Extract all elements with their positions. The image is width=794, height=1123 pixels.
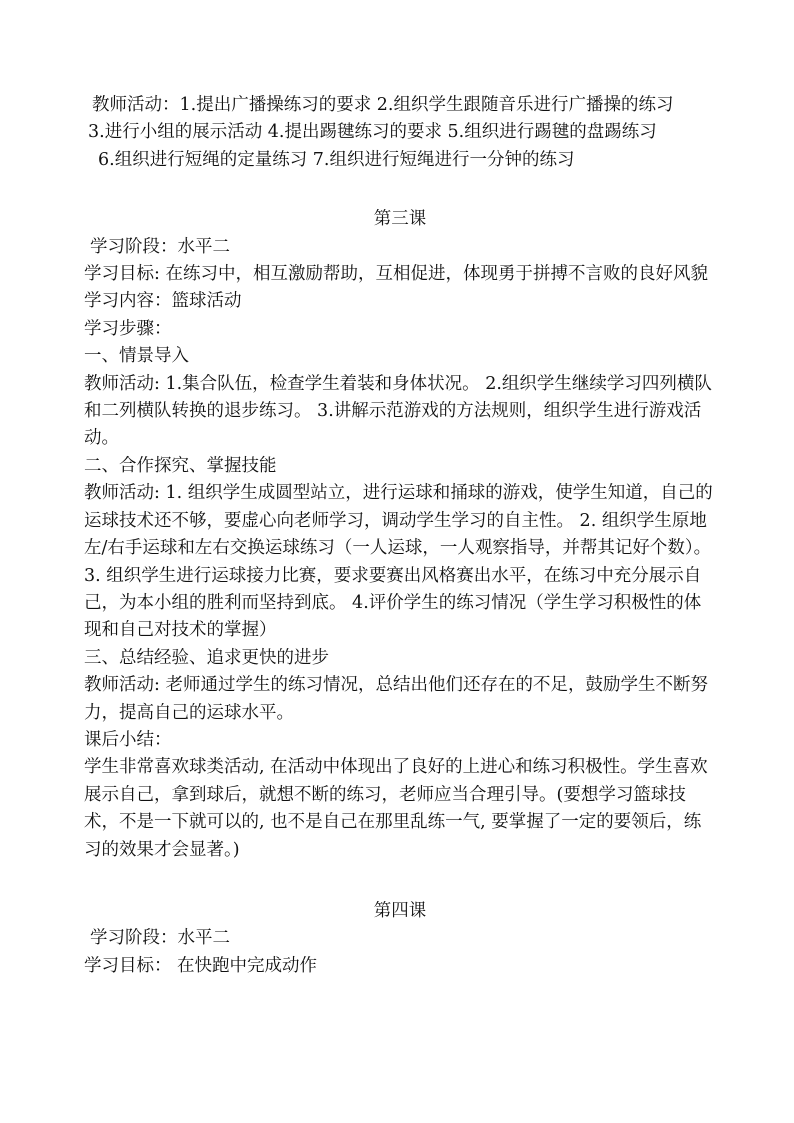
intro-line-3: 6.组织进行短绳的定量练习 7.组织进行短绳进行一分钟的练习 xyxy=(98,149,575,170)
lesson3-section2-text: 教师活动: 1. 组织学生成圆型站立，进行运球和捅球的游戏，使学生知道，自己的运球技术还不够，要虚心向老师学习，调动学生学习的自主性。 2. 组织学生原地左/右手运球和左右交换运球练习（一人运球，一人观察指导，并帮其记好个数）。3. 组织学生进行运球接力比赛，要求要赛出风格赛出水平，在练习中充分展示自己，为本小组的胜利而坚持到底。 4.评价学生的练习情况（学生学习积极性的体现和自己对技术的掌握） xyxy=(84,483,713,641)
intro-line-2: 3.进行小组的展示活动 4.提出踢毽练习的要求 5.组织进行踢毽的盘踢练习 xyxy=(88,122,657,143)
lesson3-section3-text: 教师活动: 老师通过学生的练习情况，总结出他们还存在的不足，鼓励学生不断努力，提高自己的运球水平。 xyxy=(84,675,708,723)
spacer xyxy=(84,864,716,898)
lesson3-goal: 学习目标: 在练习中，相互激励帮助，互相促进，体现勇于拼搏不言败的良好风貌 xyxy=(84,264,708,285)
lesson3-content: 学习内容：篮球活动 xyxy=(84,291,242,312)
lesson3-section2-title: 二、合作探究、掌握技能 xyxy=(84,455,277,476)
lesson3-summary-text: 学生非常喜欢球类活动, 在活动中体现出了良好的上进心和练习积极性。学生喜欢展示自己，拿到球后，就想不断的练习，老师应当合理引导。(要想学习篮球技术，不是一下就可以的, 也不是自己在那里乱练一气, 要掌握了一定的要领后，练习的效果才会显著。) xyxy=(84,757,708,860)
lesson4-stage: 学习阶段：水平二 xyxy=(90,928,230,949)
lesson3-section1-title: 一、情景导入 xyxy=(84,346,189,367)
lesson4-goal: 学习目标： 在快跑中完成动作 xyxy=(84,955,318,976)
lesson4-title: 第四课 xyxy=(373,900,427,921)
lesson3-section1-text: 教师活动: 1.集合队伍，检查学生着装和身体状况。 2.组织学生继续学习四列横队和二列横队转换的退步练习。 3.讲解示范游戏的方法规则，组织学生进行游戏活动。 xyxy=(84,373,712,449)
lesson3-title: 第三课 xyxy=(373,209,427,230)
lesson3-summary-label: 课后小结： xyxy=(84,729,172,750)
spacer xyxy=(84,174,716,206)
intro-line-1: 教师活动：1.提出广播操练习的要求 2.组织学生跟随音乐进行广播操的练习 xyxy=(92,95,674,115)
lesson3-section3-title: 三、总结经验、追求更快的进步 xyxy=(84,647,329,668)
document-page xyxy=(84,92,716,980)
lesson3-steps-label: 学习步骤： xyxy=(84,318,172,339)
lesson3-stage: 学习阶段：水平二 xyxy=(90,236,230,257)
